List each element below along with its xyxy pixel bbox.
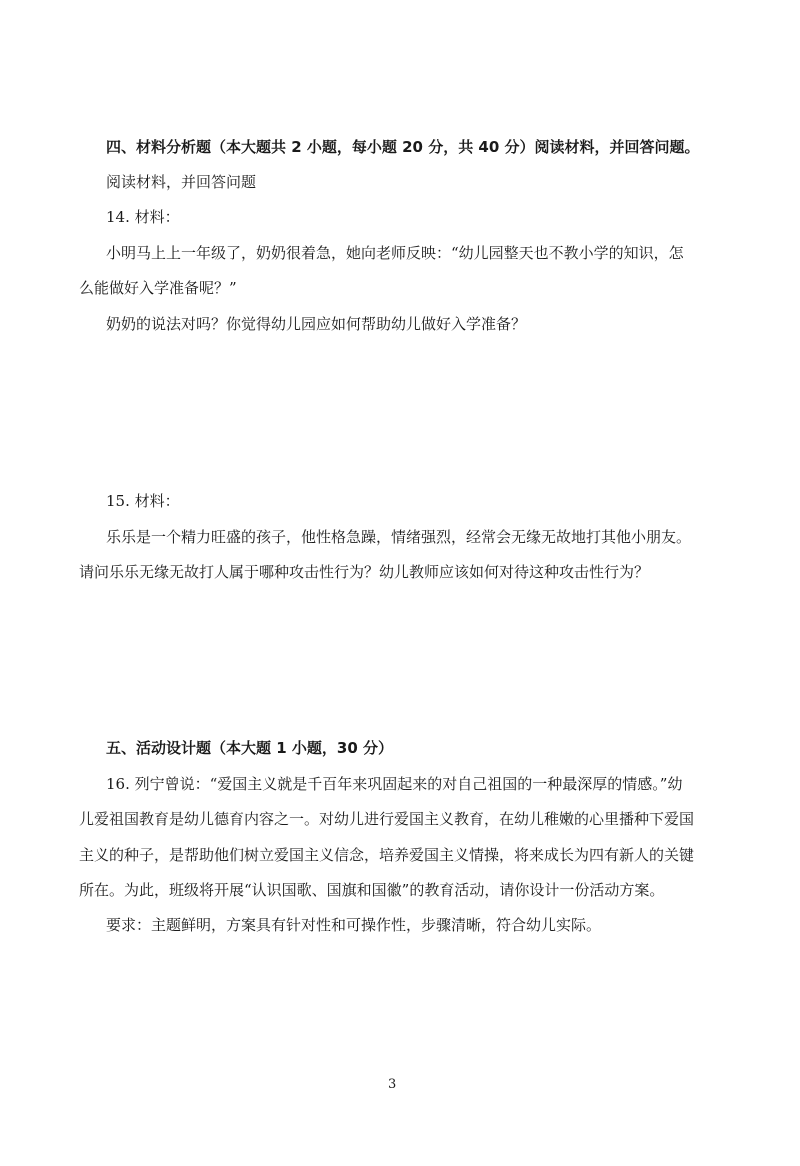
question-16-line-3: 主义的种子，是帮助他们树立爱国主义信念，培养爱国主义情操，将来成长为四有新人的关键 (79, 846, 695, 864)
question-16-requirement: 要求：主题鲜明，方案具有针对性和可操作性，步骤清晰，符合幼儿实际。 (106, 916, 602, 934)
question-16-line-1: 16. 列宁曾说：“爱国主义就是千百年来巩固起来的对自己祖国的一种最深厚的情感。”幼 (106, 775, 683, 793)
question-15-label: 15. 材料： (106, 492, 180, 510)
question-14-material-line-1: 小明马上上一年级了，奶奶很着急，她向老师反映：“幼儿园整天也不教小学的知识，怎 (106, 244, 684, 262)
question-14-label: 14. 材料： (106, 208, 180, 226)
question-14-material-line-2: 么能做好入学准备呢？” (79, 279, 237, 297)
question-16-line-4: 所在。为此，班级将开展“认识国歌、国旗和国徽”的教育活动，请你设计一份活动方案。 (79, 881, 665, 899)
section-4-instruction: 阅读材料，并回答问题 (106, 173, 257, 191)
question-15-prompt: 请问乐乐无缘无故打人属于哪种攻击性行为？幼儿教师应该如何对待这种攻击性行为？ (79, 563, 650, 581)
section-5-heading: 五、活动设计题（本大题 1 小题，30 分） (106, 739, 393, 757)
section-4-heading: 四、材料分析题（本大题共 2 小题，每小题 20 分，共 40 分）阅读材料，并回答问题。 (106, 138, 700, 156)
question-15-material-line-1: 乐乐是一个精力旺盛的孩子，他性格急躁，情绪强烈，经常会无缘无故地打其他小朋友。 (106, 528, 692, 546)
question-16-line-2: 儿爱祖国教育是幼儿德育内容之一。对幼儿进行爱国主义教育，在幼儿稚嫩的心里播种下爱国 (79, 810, 695, 828)
page-number: 3 (388, 1077, 397, 1092)
question-14-prompt: 奶奶的说法对吗？你觉得幼儿园应如何帮助幼儿做好入学准备？ (106, 315, 527, 333)
